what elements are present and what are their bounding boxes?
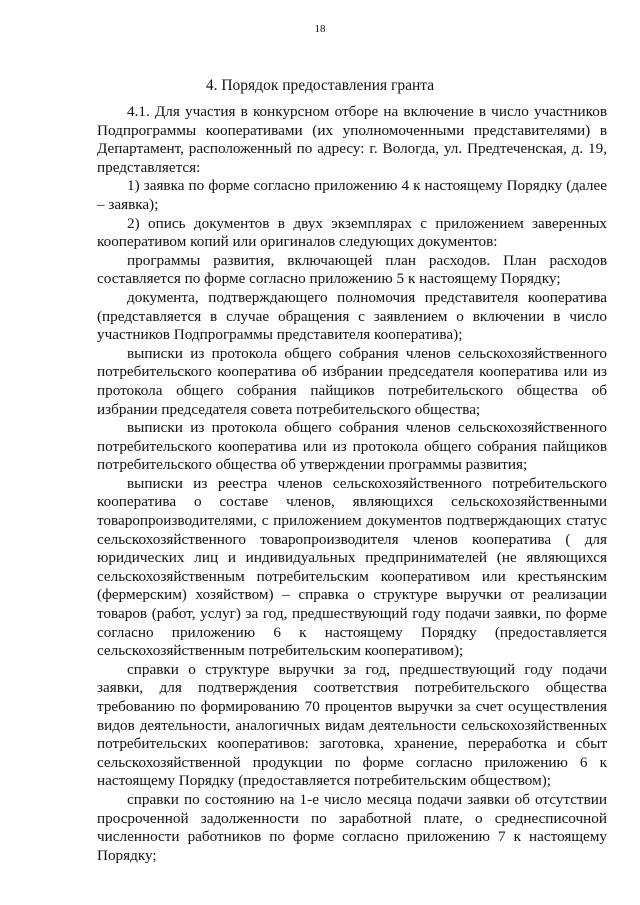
paragraph-member-registry-extract: выписки из реестра членов сельскохозяйственного потребительского кооператива о составе членов, являющихся сельскохозяйственными товаропроизводителями, с приложением документов подтверждающих статус сельскохозяйственного товаропроизводителя членов кооператива ( для юридических лиц и индивидуальных предпринимателей (не являющихся сельскохозяйственным потребительским кооперативом или крестьянским (фермерским) хозяйством) – справка о структуре выручки от реализации товаров (работ, услуг) за год, предшествующий году подачи заявки, по форме согласно приложению 6 к настоящему Порядку (предоставляется сельскохозяйственным потребительским кооперативом); — [97, 474, 607, 660]
paragraph-item-2: 2) опись документов в двух экземплярах с приложением заверенных кооперативом копий или оригиналов следующих документов: — [97, 214, 607, 251]
paragraph-chairman-election-extract: выписки из протокола общего собрания членов сельскохозяйственного потребительского кооператива об избрании председателя кооператива или из протокола общего собрания пайщиков потребительского общества об избрании председателя совета потребительского общества; — [97, 344, 607, 418]
paragraph-no-arrears-certificate: справки по состоянию на 1-е число месяца подачи заявки об отсутствии просроченной задолженности по заработной плате, о среднесписочной численности работников по форме согласно приложению 7 к настоящему Порядку; — [97, 790, 607, 864]
paragraph-revenue-structure: справки о структуре выручки за год, предшествующий году подачи заявки, для подтверждения соответствия потребительского общества требованию по формированию 70 процентов выручки за счет осуществления видов деятельности, аналогичных видам деятельности сельскохозяйственных потребительских кооперативов: заготовка, хранение, переработка и сбыт сельскохозяйственной продукции по форме согласно приложению 6 к настоящему Порядку (предоставляется потребительским обществом); — [97, 660, 607, 790]
document-body — [97, 103, 607, 865]
page-number: 18 — [314, 23, 326, 35]
paragraph-authority-document: документа, подтверждающего полномочия представителя кооператива (представляется в случае обращения с заявлением о включении в число участников Подпрограммы представителя кооператива); — [97, 288, 607, 344]
paragraph-item-1: 1) заявка по форме согласно приложению 4 к настоящему Порядку (далее – заявка); — [97, 177, 607, 213]
paragraph-program-approval-extract: выписки из протокола общего собрания членов сельскохозяйственного потребительского кооператива или из протокола общего собрания пайщиков потребительского общества об утверждении программы развития; — [97, 419, 607, 474]
paragraph-4-1: 4.1. Для участия в конкурсном отборе на включение в число участников Подпрограммы кооперативами (их уполномоченными представителями) в Департамент, расположенный по адресу: г. Вологда, ул. Предтеченская, д. 19, представляется: — [97, 103, 607, 176]
paragraph-development-program: программы развития, включающей план расходов. План расходов составляется по форме согласно приложению 5 к настоящему Порядку; — [97, 251, 607, 288]
section-title: 4. Порядок предоставления гранта — [205, 77, 435, 94]
